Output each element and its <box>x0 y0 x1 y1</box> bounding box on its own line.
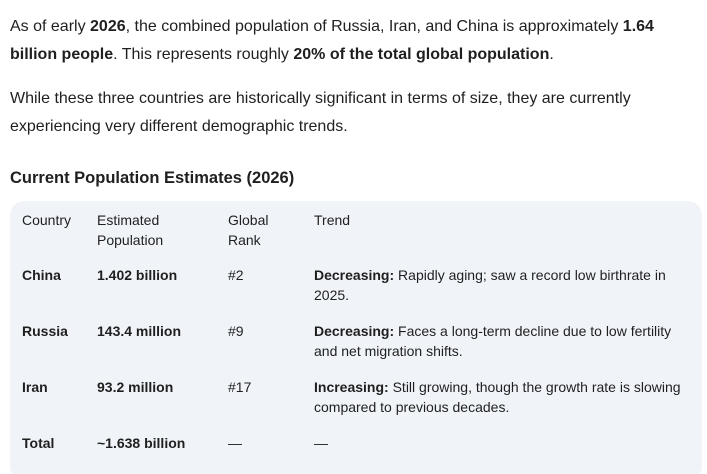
row-rank: #9 <box>228 323 244 339</box>
row-population: 93.2 million <box>97 379 174 395</box>
bold-share: 20% of the total global population <box>293 46 550 63</box>
row-population-total: ~1.638 billion <box>97 435 186 451</box>
row-trend <box>314 377 698 417</box>
row-trend <box>314 321 698 361</box>
bold-year: 2026 <box>90 18 126 35</box>
row-country: Iran <box>22 379 48 395</box>
trend-label: Decreasing: <box>314 323 395 339</box>
trend-text: Still growing, though the growth rate is slowing compared to previous decades. <box>314 379 681 415</box>
row-country-total: Total <box>22 435 55 451</box>
row-trend-total <box>314 433 698 453</box>
text-segment: , the combined population of Russia, Iran, and China is approximately <box>125 18 623 35</box>
text-segment: As of early <box>10 18 91 35</box>
row-country: Russia <box>22 323 68 339</box>
intro-paragraph-1 <box>10 13 700 69</box>
trend-label: Increasing: <box>314 379 389 395</box>
header-country: Country <box>22 212 72 228</box>
row-trend <box>314 265 698 305</box>
intro-paragraph-2: While these three countries are historically significant in terms of size, they are currently experiencing very different demographic trends. <box>10 90 631 135</box>
header-population: Estimated Population <box>97 212 164 248</box>
section-title: Current Population Estimates (2026) <box>10 169 295 187</box>
trend-text: Faces a long-term decline due to low fertility and net migration shifts. <box>314 323 672 359</box>
text-segment: . This represents roughly <box>113 46 294 63</box>
trend-text: Rapidly aging; saw a record low birthrate in 2025. <box>314 267 666 303</box>
row-population: 143.4 million <box>97 323 182 339</box>
header-trend: Trend <box>314 212 351 228</box>
row-rank: #2 <box>228 267 244 283</box>
row-rank-total: — <box>228 435 242 451</box>
row-country: China <box>22 267 61 283</box>
header-rank: Global Rank <box>228 212 269 248</box>
bold-population: 1.64 billion people <box>10 18 654 63</box>
population-table <box>10 201 702 474</box>
text-segment: . <box>549 46 554 63</box>
row-population: 1.402 billion <box>97 267 178 283</box>
trend-text: — <box>314 435 328 451</box>
trend-label: Decreasing: <box>314 267 395 283</box>
row-rank: #17 <box>228 379 252 395</box>
